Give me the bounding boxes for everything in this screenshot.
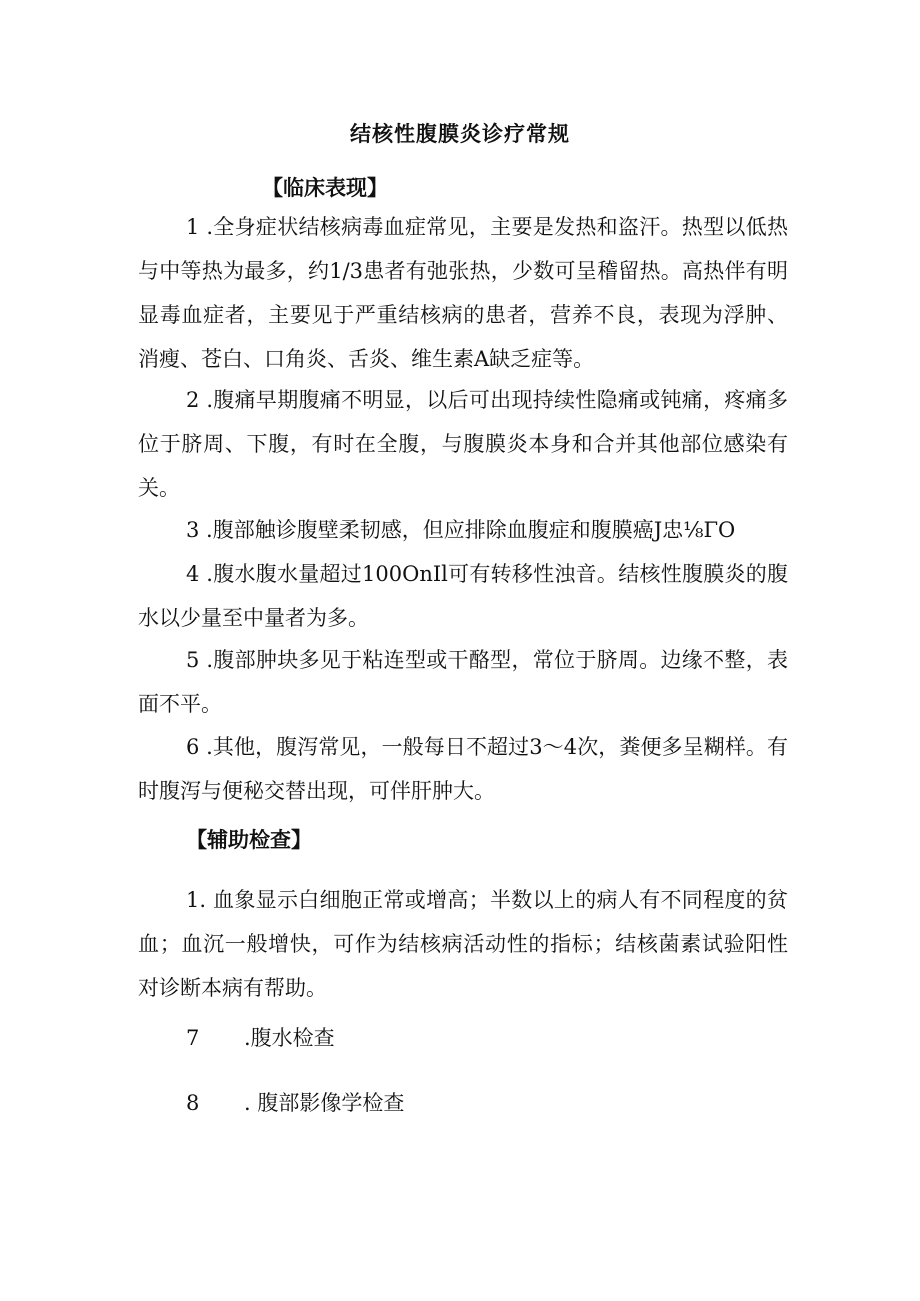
aux-item-text: .腹水检查: [244, 1026, 335, 1050]
aux-item-text: . 腹部影像学检查: [244, 1091, 405, 1115]
aux-item-7: [186, 1022, 335, 1052]
clinical-paragraph-6: 6 .其他，腹泻常见，一般每日不超过3～4次，粪便多呈糊样。有时腹泻与便秘交替出现，可伴肝肿大。: [138, 735, 788, 803]
section-heading-clinical: 【临床表现】: [262, 176, 388, 200]
aux-paragraph-1: 1. 血象显示白细胞正常或增高；半数以上的病人有不同程度的贫血；血沉一般增快，可作为结核病活动性的指标；结核菌素试验阳性对诊断本病有帮助。: [138, 888, 788, 1000]
clinical-paragraph-1: 1 .全身症状结核病毒血症常见，主要是发热和盗汗。热型以低热与中等热为最多，约1/3患者有弛张热，少数可呈稽留热。高热伴有明显毒血症者，主要见于严重结核病的患者，营养不良，表现为浮肿、消瘦、苍白、口角炎、舌炎、维生素A缺乏症等。: [138, 215, 788, 371]
document-title: 结核性腹膜炎诊疗常规: [350, 122, 570, 146]
aux-item-8: [186, 1087, 404, 1117]
section-heading-aux: 【辅助检查】: [186, 828, 312, 852]
clinical-paragraph-5: 5 .腹部肿块多见于粘连型或干酪型，常位于脐周。边缘不整，表面不平。: [138, 648, 788, 716]
aux-item-number: 7: [186, 1026, 200, 1050]
clinical-paragraph-2: 2 .腹痛早期腹痛不明显，以后可出现持续性隐痛或钝痛，疼痛多位于脐周、下腹，有时在全腹，与腹膜炎本身和合并其他部位感染有关。: [138, 388, 788, 500]
clinical-paragraph-4: 4 .腹水腹水量超过100OnIl可有转移性浊音。结核性腹膜炎的腹水以少量至中量者为多。: [138, 562, 788, 630]
aux-item-number: 8: [186, 1091, 200, 1115]
clinical-paragraph-3: 3 .腹部触诊腹壁柔韧感，但应排除血腹症和腹膜癌J忠⅛ΓO: [186, 518, 736, 542]
